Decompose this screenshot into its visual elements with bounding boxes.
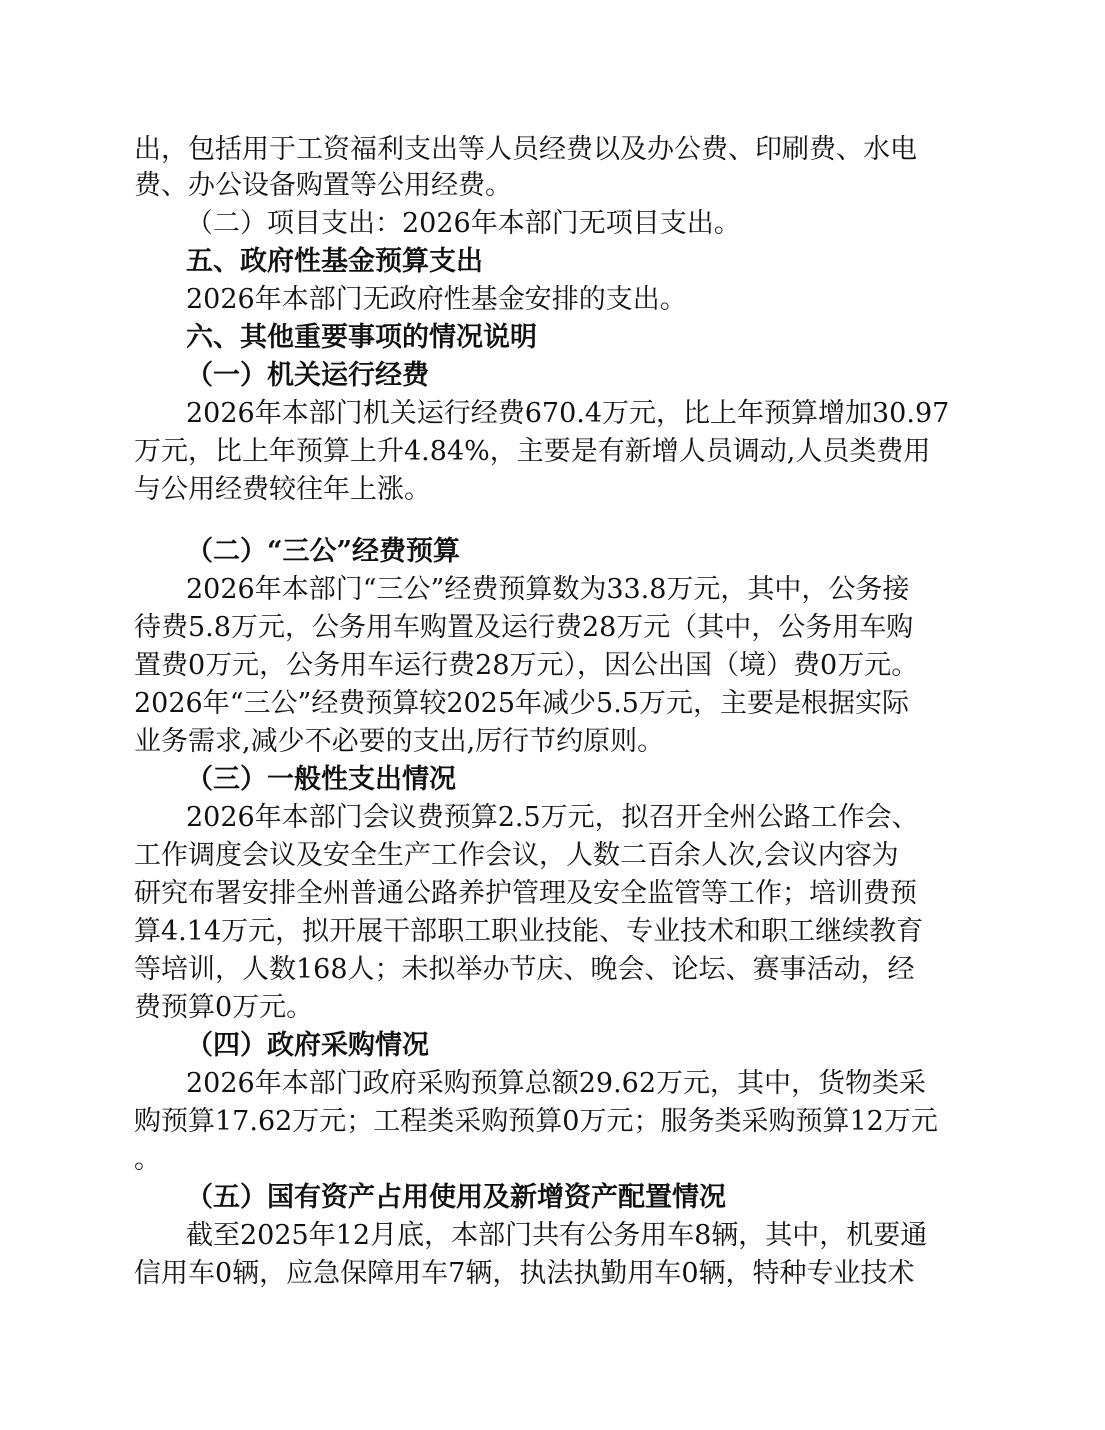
body-text-line: 等培训，人数168人；未拟举办节庆、晚会、论坛、赛事活动，经 <box>134 954 915 985</box>
subsection-heading: （三）一般性支出情况 <box>186 764 456 795</box>
body-text-line: 2026年本部门机关运行经费670.4万元，比上年预算增加30.97 <box>186 398 950 429</box>
body-text-line: 出，包括用于工资福利支出等人员经费以及办公费、印刷费、水电 <box>134 134 917 165</box>
body-text-line: 业务需求,减少不必要的支出,厉行节约原则。 <box>134 726 665 757</box>
body-text-line: 费、办公设备购置等公用经费。 <box>134 170 512 201</box>
body-text-line: 与公用经费较往年上涨。 <box>134 474 431 505</box>
subsection-heading: （二）项目支出：2026年本部门无项目支出。 <box>186 208 741 239</box>
section-heading: 五、政府性基金预算支出 <box>186 246 483 277</box>
body-text-line: 费预算0万元。 <box>134 992 314 1023</box>
body-text-line: 待费5.8万元，公务用车购置及运行费28万元（其中，公务用车购 <box>134 612 914 643</box>
body-text-line: 置费0万元，公务用车运行费28万元），因公出国（境）费0万元。 <box>134 650 919 681</box>
body-text-line: 研究布署安排全州普通公路养护管理及安全监管等工作；培训费预 <box>134 878 917 909</box>
subsection-heading: （一）机关运行经费 <box>186 360 429 391</box>
subsection-heading: （五）国有资产占用使用及新增资产配置情况 <box>186 1182 726 1213</box>
body-text-line: 万元，比上年预算上升4.84%，主要是有新增人员调动,人员类费用 <box>134 436 931 467</box>
body-text-line: 2026年本部门“三公”经费预算数为33.8万元，其中，公务接 <box>186 574 910 605</box>
body-text-line: 2026年本部门政府采购预算总额29.62万元，其中，货物类采 <box>186 1068 927 1099</box>
body-text-line: 截至2025年12月底，本部门共有公务用车8辆，其中，机要通 <box>186 1220 928 1251</box>
subsection-heading: （四）政府采购情况 <box>186 1030 429 1061</box>
subsection-heading: （二）“三公”经费预算 <box>186 536 461 567</box>
body-text-line: 2026年本部门无政府性基金安排的支出。 <box>186 284 687 315</box>
body-text-line: 购预算17.62万元；工程类采购预算0万元；服务类采购预算12万元 <box>134 1106 938 1137</box>
section-heading: 六、其他重要事项的情况说明 <box>186 322 537 353</box>
body-text-line: 2026年“三公”经费预算较2025年减少5.5万元，主要是根据实际 <box>134 688 909 719</box>
body-text-line: 信用车0辆，应急保障用车7辆，执法执勤用车0辆，特种专业技术 <box>134 1258 915 1289</box>
body-text-line: 。 <box>134 1144 161 1175</box>
body-text-line: 2026年本部门会议费预算2.5万元，拟召开全州公路工作会、 <box>186 802 919 833</box>
body-text-line: 工作调度会议及安全生产工作会议，人数二百余人次,会议内容为 <box>134 840 899 871</box>
body-text-line: 算4.14万元，拟开展干部职工职业技能、专业技术和职工继续教育 <box>134 916 924 947</box>
